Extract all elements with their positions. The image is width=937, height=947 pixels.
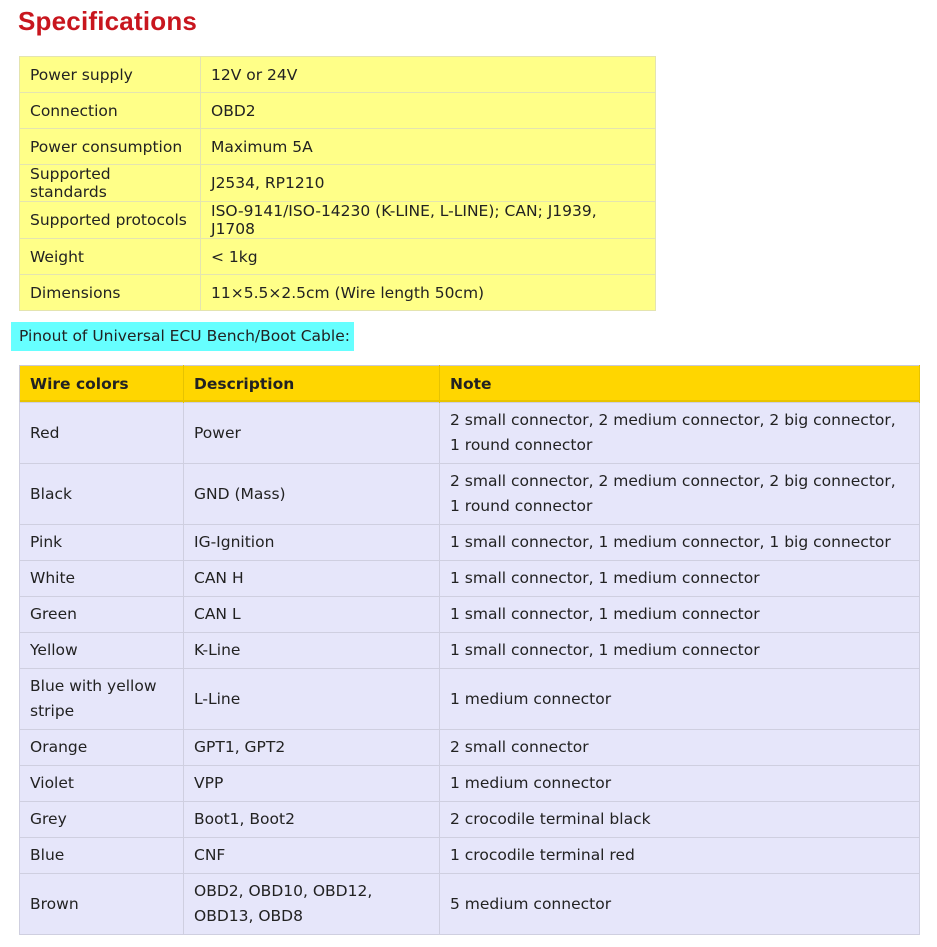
spec-key: Supported standards [20,165,201,202]
spec-key: Supported protocols [20,202,201,239]
table-row [20,202,656,239]
table-row [20,633,920,669]
table-row [20,561,920,597]
description-cell: VPP [184,766,440,802]
table-row [20,93,656,129]
column-header-description: Description [184,366,440,403]
table-row [20,525,920,561]
description-cell: IG-Ignition [184,525,440,561]
description-cell: CAN H [184,561,440,597]
spec-key: Power consumption [20,129,201,165]
wire-color-cell: Blue with yellow stripe [20,669,184,730]
wire-color-cell: Red [20,403,184,464]
spec-value: 11×5.5×2.5cm (Wire length 50cm) [201,275,656,311]
note-cell: 2 small connector, 2 medium connector, 2 big connector, 1 round connector [440,403,920,464]
description-cell: Power [184,403,440,464]
table-row [20,239,656,275]
note-cell: 1 small connector, 1 medium connector [440,561,920,597]
table-row [20,730,920,766]
table-row [20,766,920,802]
description-cell: L-Line [184,669,440,730]
table-row [20,275,656,311]
spec-key: Weight [20,239,201,275]
page-title: Specifications [18,6,198,36]
table-row [20,874,920,935]
note-cell: 1 small connector, 1 medium connector [440,597,920,633]
table-row [20,165,656,202]
spec-key: Dimensions [20,275,201,311]
table-row [20,669,920,730]
wire-color-cell: Violet [20,766,184,802]
spec-value: < 1kg [201,239,656,275]
note-cell: 1 medium connector [440,766,920,802]
note-cell: 2 crocodile terminal black [440,802,920,838]
description-cell: OBD2, OBD10, OBD12, OBD13, OBD8 [184,874,440,935]
wire-color-cell: Blue [20,838,184,874]
note-cell: 2 small connector [440,730,920,766]
wire-color-cell: Green [20,597,184,633]
wire-color-cell: Orange [20,730,184,766]
spec-key: Power supply [20,57,201,93]
description-cell: K-Line [184,633,440,669]
spec-value: 12V or 24V [201,57,656,93]
description-cell: Boot1, Boot2 [184,802,440,838]
wire-color-cell: Yellow [20,633,184,669]
description-cell: CNF [184,838,440,874]
table-header-row [20,366,920,403]
wire-color-cell: Pink [20,525,184,561]
note-cell: 2 small connector, 2 medium connector, 2 big connector, 1 round connector [440,464,920,525]
table-row [20,802,920,838]
note-cell: 1 small connector, 1 medium connector [440,633,920,669]
column-header-wire-colors: Wire colors [20,366,184,403]
wire-color-cell: Black [20,464,184,525]
wire-color-cell: Brown [20,874,184,935]
spec-value: J2534, RP1210 [201,165,656,202]
description-cell: GND (Mass) [184,464,440,525]
spec-value: Maximum 5A [201,129,656,165]
spec-value: ISO-9141/ISO-14230 (K-LINE, L-LINE); CAN; J1939, J1708 [201,202,656,239]
spec-key: Connection [20,93,201,129]
note-cell: 5 medium connector [440,874,920,935]
note-cell: 1 medium connector [440,669,920,730]
pinout-caption: Pinout of Universal ECU Bench/Boot Cable: [11,322,354,351]
wire-color-cell: White [20,561,184,597]
column-header-note: Note [440,366,920,403]
description-cell: CAN L [184,597,440,633]
table-row [20,838,920,874]
specifications-table [19,56,656,311]
table-row [20,464,920,525]
note-cell: 1 small connector, 1 medium connector, 1 big connector [440,525,920,561]
wire-color-cell: Grey [20,802,184,838]
table-row [20,403,920,464]
description-cell: GPT1, GPT2 [184,730,440,766]
table-row [20,129,656,165]
table-row [20,57,656,93]
pinout-table [19,365,920,935]
spec-value: OBD2 [201,93,656,129]
table-row [20,597,920,633]
note-cell: 1 crocodile terminal red [440,838,920,874]
